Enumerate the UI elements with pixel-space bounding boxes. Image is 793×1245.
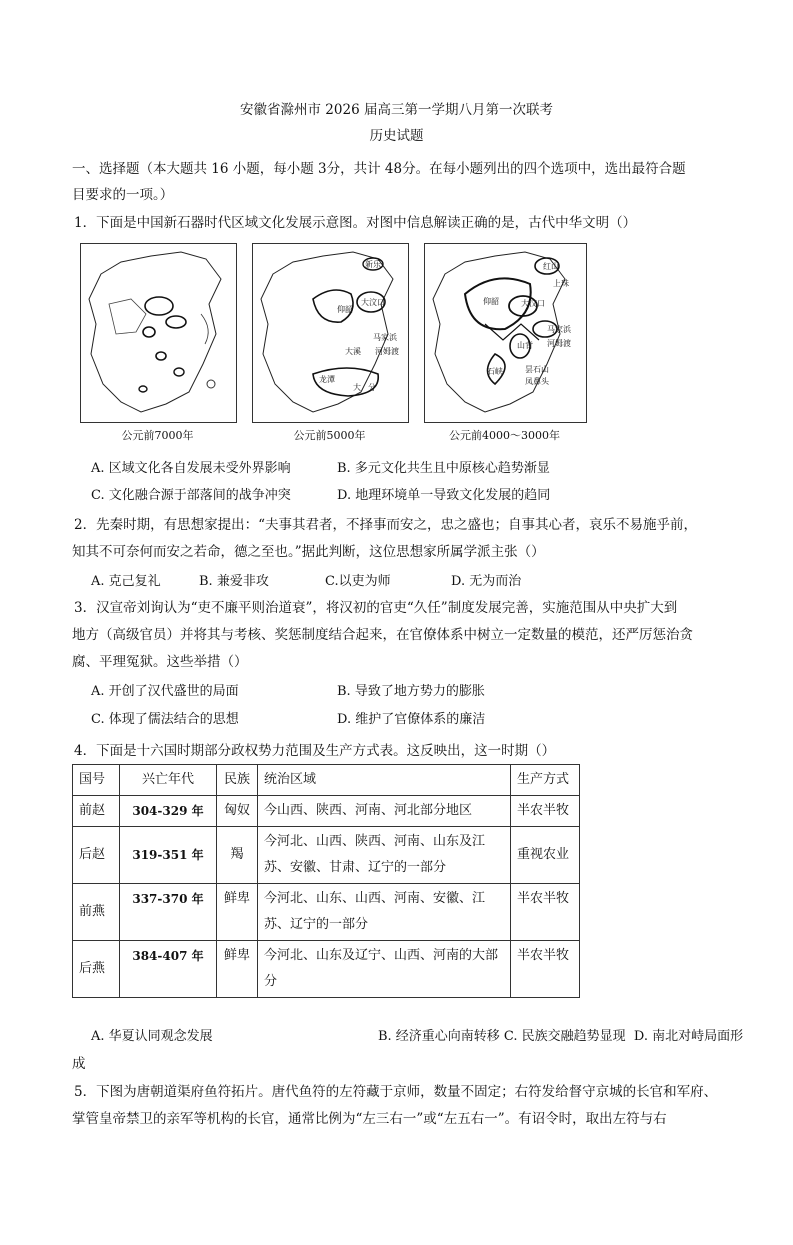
q4-options-tail: 成 (72, 1056, 86, 1072)
map3-label: 山背 (517, 341, 533, 350)
q3-option-d[interactable]: D. 维护了官僚体系的廉洁 (337, 712, 486, 727)
map2-label: 马家浜 (373, 333, 397, 342)
table-cell: 半农半牧 (511, 884, 580, 941)
table-header-row (73, 765, 580, 796)
map2-label: 大溪 (345, 347, 361, 356)
q5-stem-line1: 5．下图为唐朝道渠府鱼符拓片。唐代鱼符的左符藏于京师，数量不固定；右符发给督守京城的长官和军府、 (74, 1084, 718, 1100)
table-cell: 重视农业 (511, 827, 580, 884)
q2-stem-line2: 知其不可奈何而安之若命，德之至也。”据此判断，这位思想家所属学派主张（） (72, 544, 545, 560)
table-cell: 304-329 年 (120, 796, 217, 827)
table-cell: 羯 (217, 827, 258, 884)
table-cell: 337-370 年 (120, 884, 217, 941)
table-row (73, 796, 580, 827)
map3-label: 石峡 (487, 367, 503, 376)
q1-option-c[interactable]: C. 文化融合源于部落间的战争冲突 (91, 488, 291, 503)
q1-option-b[interactable]: B. 多元文化共生且中原核心趋势渐显 (337, 461, 550, 476)
map3-label: 红山 (543, 262, 559, 271)
table-cell: 前赵 (73, 796, 120, 827)
table-cell: 半农半牧 (511, 796, 580, 827)
section-heading-line2: 目要求的一项。） (72, 187, 174, 203)
q2-option-d[interactable]: D. 无为而治 (451, 574, 522, 589)
map-7000bc (80, 243, 237, 423)
table-header-cell: 生产方式 (511, 765, 580, 796)
q2-option-c[interactable]: C.以吏为师 (325, 574, 391, 589)
page-subtitle: 历史试题 (369, 128, 424, 144)
q4-stem: 4．下面是十六国时期部分政权势力范围及生产方式表。这反映出，这一时期（） (74, 743, 556, 759)
q2-stem-line1: 2．先秦时期，有思想家提出：“夫事其君者，不择事而安之，忠之盛也；自事其心者，哀乐不易施乎前， (74, 517, 697, 533)
q3-stem-line2: 地方（高级官员）并将其与考核、奖惩制度结合起来，在官僚体系中树立一定数量的模范，还严厉惩治贪 (72, 627, 693, 643)
q3-option-b[interactable]: B. 导致了地方势力的膨胀 (337, 684, 485, 699)
map-caption-1: 公元前7000年 (121, 429, 194, 442)
table-header-cell: 兴亡年代 (120, 765, 217, 796)
q3-option-a[interactable]: A. 开创了汉代盛世的局面 (91, 684, 239, 699)
page-title: 安徽省滁州市 2026 届高三第一学期八月第一次联考 (240, 102, 553, 118)
table-cell: 后燕 (73, 941, 120, 998)
map3-label: 大汶口 (521, 299, 545, 308)
table-header-cell: 统治区域 (258, 765, 511, 796)
map3-label: 昙石山 (525, 365, 549, 374)
map3-label: 河姆渡 (547, 339, 571, 348)
q1-option-a[interactable]: A. 区域文化各自发展未受外界影响 (91, 461, 291, 476)
map2-label: 龙潭 (319, 375, 335, 384)
table-cell: 今山西、陕西、河南、河北部分地区 (258, 796, 511, 827)
q4-table (72, 764, 580, 998)
table-cell: 半农半牧 (511, 941, 580, 998)
map-caption-3: 公元前4000～3000年 (449, 429, 560, 442)
table-cell: 匈奴 (217, 796, 258, 827)
map-4000-3000bc (424, 243, 587, 423)
table-header-cell: 国号 (73, 765, 120, 796)
table-cell: 鲜卑 (217, 941, 258, 998)
table-cell: 前燕 (73, 884, 120, 941)
map3-label: 仰韶 (483, 297, 499, 306)
q3-option-c[interactable]: C. 体现了儒法结合的思想 (91, 712, 239, 727)
table-cell: 后赵 (73, 827, 120, 884)
q4-options[interactable]: A. 华夏认同观念发展 B. 经济重心向南转移 C. 民族交融趋势显现 D. 南北对峙局面形 (91, 1029, 744, 1044)
table-cell: 今河北、山西、陕西、河南、山东及江苏、安徽、甘肃、辽宁的一部分 (258, 827, 511, 884)
table-cell: 319-351 年 (120, 827, 217, 884)
table-cell: 384-407 年 (120, 941, 217, 998)
q3-stem-line1: 3．汉宣帝刘询认为“吏不廉平则治道衰”，将汉初的官吏“久任”制度发展完善，实施范围从中央扩大到 (74, 600, 678, 616)
map2-label: 仰韶 (337, 305, 353, 314)
table-row (73, 941, 580, 998)
map2-label: 新乐 (365, 260, 381, 269)
map2-label: 大汶口 (361, 298, 385, 307)
table-row (73, 827, 580, 884)
q5-stem-line2: 掌管皇帝禁卫的亲军等机构的长官，通常比例为“左三右一”或“左五右一”。有诏令时，取出左符与右 (72, 1111, 667, 1127)
q1-option-d[interactable]: D. 地理环境单一导致文化发展的趋同 (337, 488, 551, 503)
table-header-cell: 民族 (217, 765, 258, 796)
map2-label: 大 (353, 383, 361, 392)
section-heading-line1: 一、选择题（本大题共 16 小题，每小题 3分，共计 48分。在每小题列出的四个选项中，选出最符合题 (72, 161, 686, 177)
neolithic-maps (80, 243, 585, 443)
map3-label: 上珠 (553, 279, 569, 288)
map-5000bc (252, 243, 409, 423)
map2-label: 河姆渡 (375, 347, 399, 356)
table-cell: 今河北、山东、山西、河南、安徽、江苏、辽宁的一部分 (258, 884, 511, 941)
table-cell: 鲜卑 (217, 884, 258, 941)
map3-label: 马家浜 (547, 325, 571, 334)
map2-label: 分 (368, 383, 376, 392)
q1-stem: 1．下面是中国新石器时代区域文化发展示意图。对图中信息解读正确的是，古代中华文明（） (74, 215, 637, 231)
map3-label: 凤鼻头 (525, 377, 549, 386)
q3-stem-line3: 腐、平理冤狱。这些举措（） (72, 654, 248, 670)
table-row (73, 884, 580, 941)
q2-option-b[interactable]: B. 兼爱非攻 (199, 574, 269, 589)
map-caption-2: 公元前5000年 (293, 429, 366, 442)
q2-option-a[interactable]: A. 克己复礼 (91, 574, 161, 589)
table-cell: 今河北、山东及辽宁、山西、河南的大部分 (258, 941, 511, 998)
